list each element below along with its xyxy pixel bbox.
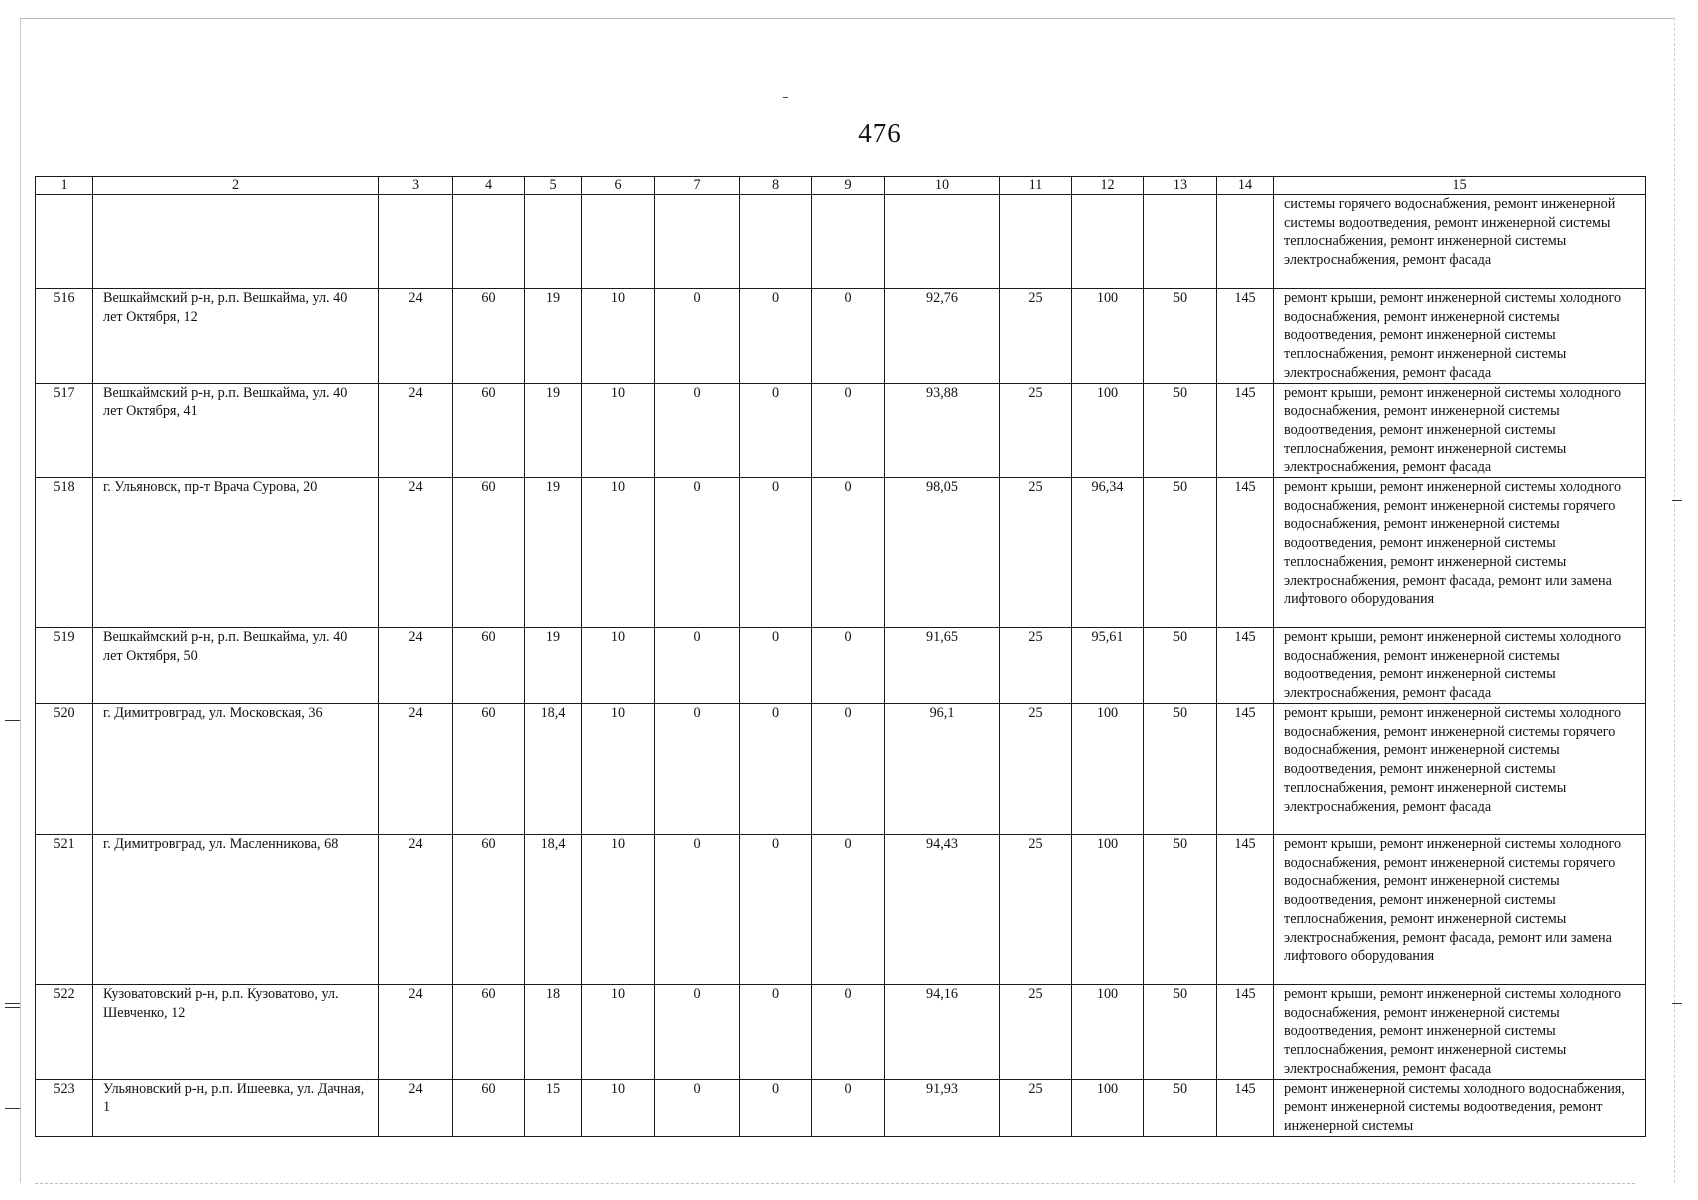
value-cell-11: 25 [1000,985,1072,1080]
address-cell: Вешкаймский р-н, р.п. Вешкайма, ул. 40 лет Октября, 12 [93,289,379,384]
table-row [36,1079,1646,1136]
works-description-cell: ремонт крыши, ремонт инженерной системы холодного водоснабжения, ремонт инженерной системы водоотведения, ремонт инженерной системы теплоснабжения, ремонт инженерной системы электроснабжения, ремонт фасада [1274,985,1646,1080]
value-cell-9: 0 [812,478,885,628]
value-cell-9: 0 [812,628,885,704]
address-cell: Вешкаймский р-н, р.п. Вешкайма, ул. 40 лет Октября, 41 [93,383,379,478]
value-cell-5: 19 [525,289,582,384]
value-cell-11: 25 [1000,478,1072,628]
value-cell-13: 50 [1144,289,1217,384]
value-cell-10: 94,16 [885,985,1000,1080]
value-cell-6: 10 [582,1079,655,1136]
value-cell-12: 100 [1072,704,1144,835]
value-cell-6: 10 [582,628,655,704]
works-description-cell: ремонт крыши, ремонт инженерной системы холодного водоснабжения, ремонт инженерной системы горячего водоснабжения, ремонт инженерной системы водоотведения, ремонт инженерной системы теплоснабжения, ремонт инженерной системы электроснабжения, ремонт фасада, ремонт или замена лифтового оборудования [1274,478,1646,628]
works-description-cell: ремонт крыши, ремонт инженерной системы холодного водоснабжения, ремонт инженерной системы горячего водоснабжения, ремонт инженерной системы водоотведения, ремонт инженерной системы теплоснабжения, ремонт инженерной системы электроснабжения, ремонт фасада, ремонт или замена лифтового оборудования [1274,835,1646,985]
value-cell-10: 98,05 [885,478,1000,628]
table-row [36,478,1646,628]
value-cell-4: 60 [453,628,525,704]
value-cell-7: 0 [655,478,740,628]
value-cell-6 [582,195,655,289]
row-number: 519 [36,628,93,704]
scan-mark [5,1007,20,1008]
value-cell-7 [655,195,740,289]
value-cell-3: 24 [379,289,453,384]
table-row [36,985,1646,1080]
value-cell-6: 10 [582,383,655,478]
value-cell-9: 0 [812,1079,885,1136]
value-cell-7: 0 [655,985,740,1080]
works-description-cell: ремонт крыши, ремонт инженерной системы холодного водоснабжения, ремонт инженерной системы водоотведения, ремонт инженерной системы электроснабжения, ремонт фасада [1274,628,1646,704]
value-cell-12: 100 [1072,289,1144,384]
value-cell-8: 0 [740,478,812,628]
scan-mark [783,97,788,98]
value-cell-4: 60 [453,383,525,478]
table-row [36,628,1646,704]
value-cell-3: 24 [379,704,453,835]
column-number-row [36,177,1646,195]
column-number: 12 [1072,177,1144,195]
column-number: 8 [740,177,812,195]
value-cell-8: 0 [740,835,812,985]
scan-mark [1672,500,1682,501]
value-cell-3: 24 [379,383,453,478]
column-number: 5 [525,177,582,195]
column-number: 14 [1217,177,1274,195]
value-cell-7: 0 [655,289,740,384]
value-cell-4: 60 [453,985,525,1080]
value-cell-4: 60 [453,704,525,835]
table-row [36,195,1646,289]
page-number: 476 [858,118,902,148]
address-cell: г. Димитровград, ул. Масленникова, 68 [93,835,379,985]
value-cell-10: 96,1 [885,704,1000,835]
works-description-cell: ремонт крыши, ремонт инженерной системы холодного водоснабжения, ремонт инженерной системы горячего водоснабжения, ремонт инженерной системы водоотведения, ремонт инженерной системы теплоснабжения, ремонт инженерной системы электроснабжения, ремонт фасада [1274,704,1646,835]
value-cell-13: 50 [1144,628,1217,704]
row-number: 516 [36,289,93,384]
value-cell-8: 0 [740,383,812,478]
row-number: 517 [36,383,93,478]
table-row [36,383,1646,478]
column-number: 6 [582,177,655,195]
value-cell-13: 50 [1144,835,1217,985]
value-cell-5: 19 [525,478,582,628]
value-cell-8 [740,195,812,289]
value-cell-11: 25 [1000,383,1072,478]
value-cell-3: 24 [379,1079,453,1136]
value-cell-9: 0 [812,835,885,985]
value-cell-9: 0 [812,383,885,478]
register-table [35,176,1646,1137]
value-cell-10: 92,76 [885,289,1000,384]
value-cell-4: 60 [453,478,525,628]
value-cell-11: 25 [1000,289,1072,384]
value-cell-4: 60 [453,835,525,985]
row-number [36,195,93,289]
value-cell-14: 145 [1217,628,1274,704]
value-cell-9: 0 [812,985,885,1080]
value-cell-12: 100 [1072,835,1144,985]
scan-mark [1672,1003,1682,1004]
works-description-cell: ремонт инженерной системы холодного водоснабжения, ремонт инженерной системы водоотведения, ремонт инженерной системы [1274,1079,1646,1136]
value-cell-14: 145 [1217,1079,1274,1136]
bottom-rule [35,1183,1635,1184]
works-description-cell: ремонт крыши, ремонт инженерной системы холодного водоснабжения, ремонт инженерной системы водоотведения, ремонт инженерной системы теплоснабжения, ремонт инженерной системы электроснабжения, ремонт фасада [1274,289,1646,384]
value-cell-14: 145 [1217,985,1274,1080]
value-cell-11: 25 [1000,1079,1072,1136]
works-description-cell: системы горячего водоснабжения, ремонт инженерной системы водоотведения, ремонт инженерной системы теплоснабжения, ремонт инженерной системы электроснабжения, ремонт фасада [1274,195,1646,289]
table-row [36,835,1646,985]
value-cell-8: 0 [740,704,812,835]
value-cell-12: 100 [1072,383,1144,478]
row-number: 521 [36,835,93,985]
value-cell-8: 0 [740,628,812,704]
value-cell-11: 25 [1000,628,1072,704]
value-cell-12: 95,61 [1072,628,1144,704]
value-cell-11: 25 [1000,835,1072,985]
value-cell-7: 0 [655,383,740,478]
column-number: 3 [379,177,453,195]
value-cell-12: 100 [1072,985,1144,1080]
works-description-cell: ремонт крыши, ремонт инженерной системы холодного водоснабжения, ремонт инженерной системы водоотведения, ремонт инженерной системы теплоснабжения, ремонт инженерной системы электроснабжения, ремонт фасада [1274,383,1646,478]
value-cell-7: 0 [655,1079,740,1136]
value-cell-12 [1072,195,1144,289]
row-number: 522 [36,985,93,1080]
value-cell-10: 94,43 [885,835,1000,985]
value-cell-3: 24 [379,985,453,1080]
value-cell-9: 0 [812,704,885,835]
value-cell-6: 10 [582,985,655,1080]
value-cell-11 [1000,195,1072,289]
value-cell-13: 50 [1144,478,1217,628]
scan-mark [5,720,20,721]
value-cell-9 [812,195,885,289]
address-cell [93,195,379,289]
scan-mark [5,1108,20,1109]
value-cell-14: 145 [1217,289,1274,384]
value-cell-14: 145 [1217,383,1274,478]
value-cell-6: 10 [582,289,655,384]
value-cell-5: 15 [525,1079,582,1136]
table-row [36,289,1646,384]
value-cell-4: 60 [453,1079,525,1136]
value-cell-6: 10 [582,835,655,985]
value-cell-14 [1217,195,1274,289]
row-number: 518 [36,478,93,628]
address-cell: Вешкаймский р-н, р.п. Вешкайма, ул. 40 лет Октября, 50 [93,628,379,704]
value-cell-12: 96,34 [1072,478,1144,628]
value-cell-5: 18,4 [525,835,582,985]
value-cell-9: 0 [812,289,885,384]
value-cell-11: 25 [1000,704,1072,835]
value-cell-6: 10 [582,704,655,835]
value-cell-7: 0 [655,835,740,985]
value-cell-6: 10 [582,478,655,628]
column-number: 11 [1000,177,1072,195]
column-number: 1 [36,177,93,195]
value-cell-7: 0 [655,628,740,704]
value-cell-12: 100 [1072,1079,1144,1136]
value-cell-3: 24 [379,835,453,985]
value-cell-8: 0 [740,985,812,1080]
value-cell-8: 0 [740,1079,812,1136]
table-body [36,195,1646,1137]
column-number: 2 [93,177,379,195]
table-row [36,704,1646,835]
value-cell-14: 145 [1217,478,1274,628]
address-cell: г. Ульяновск, пр-т Врача Сурова, 20 [93,478,379,628]
column-number: 13 [1144,177,1217,195]
value-cell-14: 145 [1217,835,1274,985]
value-cell-13: 50 [1144,985,1217,1080]
row-number: 523 [36,1079,93,1136]
value-cell-5 [525,195,582,289]
value-cell-5: 18 [525,985,582,1080]
row-number: 520 [36,704,93,835]
value-cell-13 [1144,195,1217,289]
address-cell: Кузоватовский р-н, р.п. Кузоватово, ул. Шевченко, 12 [93,985,379,1080]
value-cell-4: 60 [453,289,525,384]
value-cell-3 [379,195,453,289]
column-number: 7 [655,177,740,195]
column-number: 10 [885,177,1000,195]
scan-mark [5,1003,20,1004]
address-cell: г. Димитровград, ул. Московская, 36 [93,704,379,835]
value-cell-5: 18,4 [525,704,582,835]
value-cell-13: 50 [1144,1079,1217,1136]
value-cell-10 [885,195,1000,289]
value-cell-8: 0 [740,289,812,384]
value-cell-3: 24 [379,628,453,704]
value-cell-5: 19 [525,628,582,704]
value-cell-13: 50 [1144,383,1217,478]
value-cell-10: 91,65 [885,628,1000,704]
value-cell-4 [453,195,525,289]
value-cell-3: 24 [379,478,453,628]
value-cell-10: 91,93 [885,1079,1000,1136]
value-cell-7: 0 [655,704,740,835]
value-cell-14: 145 [1217,704,1274,835]
value-cell-5: 19 [525,383,582,478]
value-cell-13: 50 [1144,704,1217,835]
column-number: 4 [453,177,525,195]
value-cell-10: 93,88 [885,383,1000,478]
column-number: 15 [1274,177,1646,195]
column-number: 9 [812,177,885,195]
address-cell: Ульяновский р-н, р.п. Ишеевка, ул. Дачная, 1 [93,1079,379,1136]
